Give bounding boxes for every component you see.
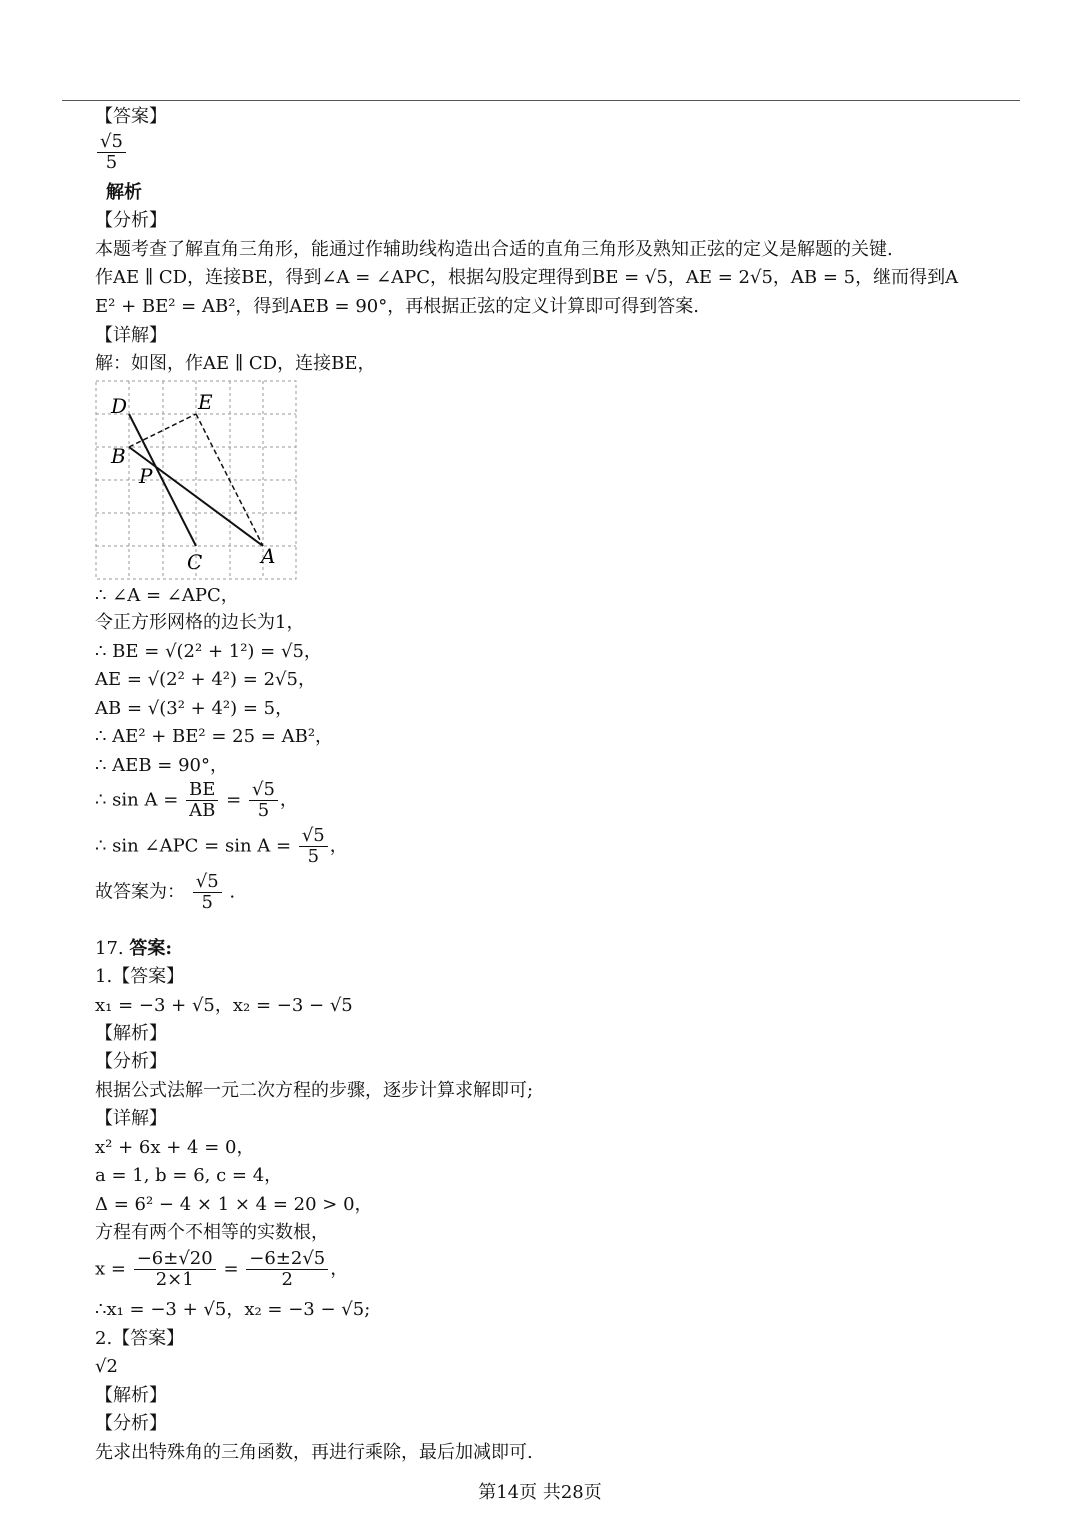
step-9-den: 5 (307, 846, 320, 867)
label-D: D (111, 394, 128, 418)
step-8-f2-num: √5 (249, 780, 278, 801)
p1-xiangjie: 【详解】 (95, 1108, 167, 1129)
label-E: E (198, 390, 213, 414)
step-2: 令正方形网格的边长为1， (95, 612, 305, 633)
final-num: √5 (193, 872, 222, 893)
p1-fenxi-text: 根据公式法解一元二次方程的步骤，逐步计算求解即可; (95, 1080, 534, 1101)
step-3: ∴ BE = √(2² + 1²) = √5， (95, 641, 322, 662)
final-den: 5 (201, 892, 213, 913)
step-4: AE = √(2² + 4²) = 2√5， (95, 669, 316, 690)
step-5: AB = √(3² + 4²) = 5， (95, 698, 294, 719)
p1-step-1: x² + 6x + 4 = 0， (95, 1137, 255, 1158)
p1-step-5 (95, 1249, 348, 1290)
p1-step-2: a = 1, b = 6, c = 4， (95, 1165, 283, 1186)
step-8 (95, 780, 298, 821)
p1-step-5-f2-den: 2 (281, 1269, 293, 1290)
answer-fraction (95, 132, 128, 173)
header-rule (62, 100, 1020, 101)
step-1: ∴ ∠A = ∠APC， (95, 585, 239, 606)
xiangjie-label: 【详解】 (95, 325, 167, 346)
q17-answer-label: 答案: (129, 938, 173, 959)
step-8-eq: = (226, 789, 242, 811)
p1-step-5-f1-den: 2×1 (155, 1269, 194, 1290)
fenxi-text-3: E² + BE² = AB²，得到AEB = 90°，再根据正弦的定义计算即可得到答案. (95, 296, 699, 317)
p2-label: 2.【答案】 (95, 1328, 185, 1349)
p1-step-5-f1-num: −6±√20 (134, 1249, 216, 1270)
answer-label: 【答案】 (95, 106, 167, 127)
q17-number: 17. (95, 938, 124, 959)
step-6: ∴ AE² + BE² = 25 = AB²， (95, 726, 334, 747)
label-A: A (261, 544, 276, 568)
jiexi-heading: 解析 (106, 182, 142, 203)
p1-step-5-suffix: ， (330, 1258, 349, 1280)
p1-step-5-eq: = (223, 1258, 239, 1280)
p1-step-5-f2-num: −6±2√5 (246, 1249, 328, 1270)
q17-heading (95, 938, 172, 960)
step-8-f1-num: BE (186, 780, 218, 801)
p1-label: 1.【答案】 (95, 966, 185, 987)
p2-fenxi-text: 先求出特殊角的三角函数，再进行乘除，最后加减即可. (95, 1442, 533, 1463)
answer-denominator: 5 (105, 152, 118, 173)
fenxi-text-2: 作AE ∥ CD，连接BE，得到∠A = ∠APC，根据勾股定理得到BE = √5，AE = 2√5，AB = 5，继而得到A (95, 267, 959, 288)
detail-intro: 解：如图，作AE ∥ CD，连接BE， (95, 353, 376, 374)
step-8-suffix: ， (279, 789, 298, 811)
step-9 (95, 826, 348, 867)
p2-answer: √2 (95, 1356, 118, 1377)
label-P: P (139, 464, 153, 488)
step-8-f1-den: AB (189, 800, 216, 821)
p1-step-3: Δ = 6² − 4 × 1 × 4 = 20 > 0， (95, 1194, 373, 1215)
answer-numerator: √5 (97, 132, 126, 153)
grid-figure (95, 380, 300, 582)
fenxi-label: 【分析】 (95, 210, 167, 231)
step-9-suffix: ， (329, 835, 348, 857)
p1-jiexi: 【解析】 (95, 1023, 167, 1044)
p2-fenxi: 【分析】 (95, 1413, 167, 1434)
p1-fenxi: 【分析】 (95, 1051, 167, 1072)
final-suffix: . (229, 881, 236, 903)
p1-step-4: 方程有两个不相等的实数根， (95, 1222, 329, 1243)
page-footer: 第14页 共28页 (478, 1482, 602, 1503)
step-7: ∴ AEB = 90°， (95, 755, 228, 776)
p2-jiexi: 【解析】 (95, 1385, 167, 1406)
step-8-prefix: ∴ sin A = (95, 789, 179, 811)
step-8-f2-den: 5 (257, 800, 270, 821)
label-C: C (187, 550, 203, 574)
final-prefix: 故答案为： (95, 881, 185, 903)
p1-answer: x₁ = −3 + √5，x₂ = −3 − √5 (95, 995, 353, 1016)
step-9-prefix: ∴ sin ∠APC = sin A = (95, 835, 292, 857)
final-answer (95, 872, 235, 913)
p1-step-5-prefix: x = (95, 1258, 126, 1280)
fenxi-text-1: 本题考查了解直角三角形，能通过作辅助线构造出合适的直角三角形及熟知正弦的定义是解题的关键. (95, 239, 893, 260)
p1-step-6: ∴x₁ = −3 + √5，x₂ = −3 − √5; (95, 1299, 371, 1320)
step-9-num: √5 (299, 826, 328, 847)
label-B: B (111, 444, 126, 468)
